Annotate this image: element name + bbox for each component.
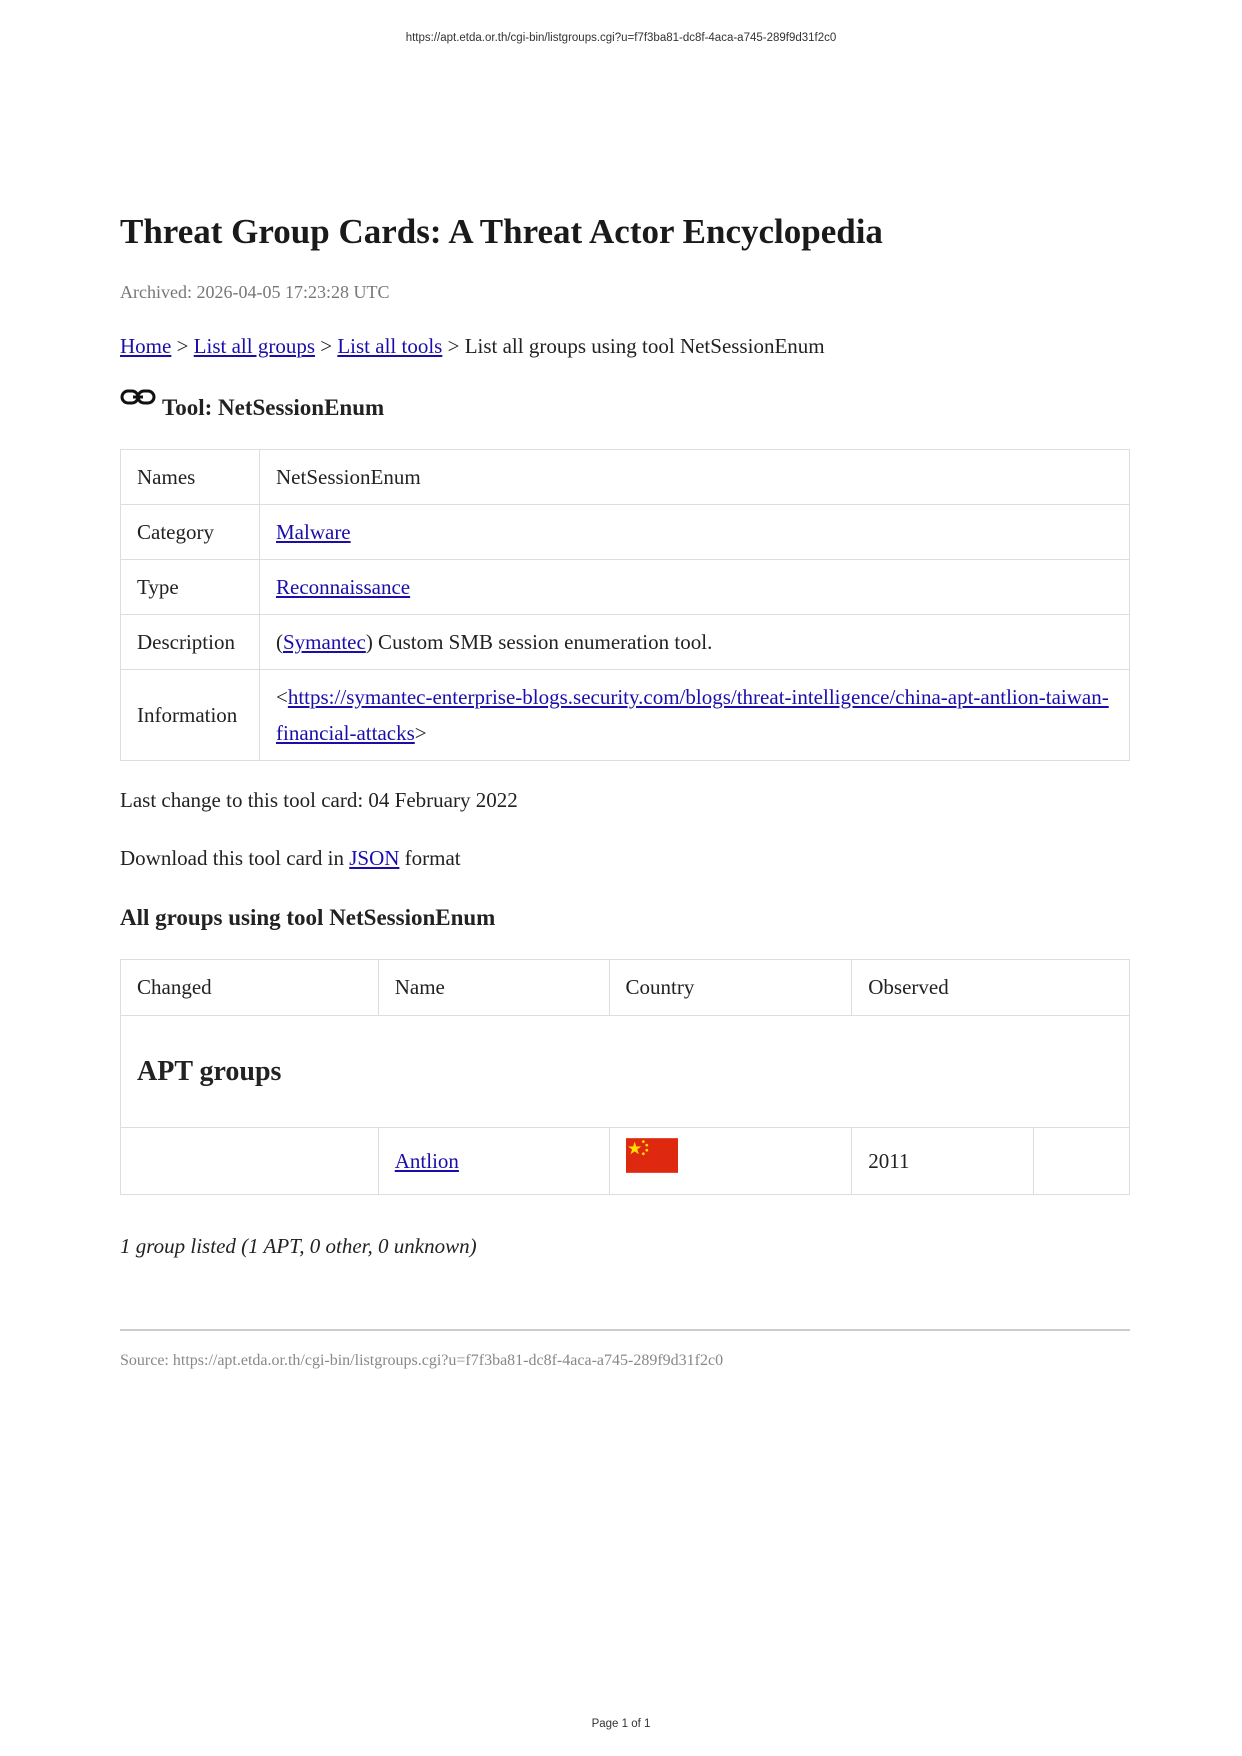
table-header-row bbox=[121, 960, 1130, 1016]
names-value: NetSessionEnum bbox=[260, 450, 1130, 505]
page-content bbox=[120, 210, 1130, 1371]
description-paren: ( bbox=[276, 630, 283, 654]
breadcrumb-separator: > bbox=[442, 334, 465, 358]
category-link[interactable]: Malware bbox=[276, 520, 351, 544]
download-line bbox=[120, 845, 1130, 871]
symantec-link[interactable]: Symantec bbox=[283, 630, 366, 654]
page-title: Threat Group Cards: A Threat Actor Encyclopedia bbox=[120, 212, 883, 251]
tool-info-table bbox=[120, 449, 1130, 761]
table-row bbox=[121, 1128, 1130, 1195]
source-url: Source: https://apt.etda.or.th/cgi-bin/listgroups.cgi?u=f7f3ba81-dc8f-4aca-a745-289f9d31f2c0 bbox=[120, 1352, 724, 1369]
divider bbox=[120, 1329, 1130, 1331]
section-row bbox=[121, 1016, 1130, 1128]
groups-heading: All groups using tool NetSessionEnum bbox=[120, 905, 496, 930]
information-bracket-close: > bbox=[414, 721, 427, 745]
breadcrumb-list-groups-link[interactable]: List all groups bbox=[193, 334, 315, 358]
groups-table bbox=[120, 959, 1130, 1195]
breadcrumb-current: List all groups using tool NetSessionEnum bbox=[464, 334, 825, 358]
breadcrumb-list-tools-link[interactable]: List all tools bbox=[337, 334, 443, 358]
name-cell bbox=[378, 1128, 609, 1195]
type-link[interactable]: Reconnaissance bbox=[276, 575, 411, 599]
china-flag-icon bbox=[626, 1138, 678, 1173]
link-icon[interactable] bbox=[120, 387, 156, 409]
breadcrumb-separator: > bbox=[171, 334, 194, 358]
type-label: Type bbox=[121, 560, 260, 615]
groups-summary: 1 group listed (1 APT, 0 other, 0 unknown) bbox=[120, 1234, 477, 1258]
column-header-country: Country bbox=[609, 960, 852, 1016]
last-change-text: Last change to this tool card: 04 February 2022 bbox=[120, 788, 518, 812]
type-cell bbox=[260, 560, 1130, 615]
information-label: Information bbox=[121, 670, 260, 761]
information-cell bbox=[260, 670, 1130, 761]
download-prefix: Download this tool card in bbox=[120, 846, 350, 870]
tool-heading-text: Tool: NetSessionEnum bbox=[162, 395, 385, 420]
country-cell bbox=[609, 1128, 852, 1195]
category-cell bbox=[260, 505, 1130, 560]
tool-heading bbox=[120, 393, 1130, 423]
table-row bbox=[121, 615, 1130, 670]
table-row bbox=[121, 505, 1130, 560]
breadcrumb-separator: > bbox=[315, 334, 338, 358]
changed-cell bbox=[121, 1128, 379, 1195]
extra-cell bbox=[1034, 1128, 1130, 1195]
category-label: Category bbox=[121, 505, 260, 560]
page-number: Page 1 of 1 bbox=[591, 1718, 651, 1730]
information-link[interactable]: https://symantec-enterprise-blogs.security.com/blogs/threat-intelligence/china-apt-antlion-taiwan-financial-attacks bbox=[276, 685, 1109, 745]
download-suffix: format bbox=[399, 846, 461, 870]
breadcrumb-home-link[interactable]: Home bbox=[120, 334, 172, 358]
information-bracket-open: < bbox=[276, 685, 288, 709]
table-row bbox=[121, 670, 1130, 761]
group-link-antlion[interactable]: Antlion bbox=[394, 1148, 459, 1173]
column-header-observed: Observed bbox=[852, 960, 1130, 1016]
column-header-changed: Changed bbox=[121, 960, 379, 1016]
breadcrumb bbox=[120, 333, 1130, 359]
names-label: Names bbox=[121, 450, 260, 505]
json-download-link[interactable]: JSON bbox=[349, 846, 400, 870]
table-row bbox=[121, 450, 1130, 505]
description-text: ) Custom SMB session enumeration tool. bbox=[365, 630, 713, 654]
print-header-url: https://apt.etda.or.th/cgi-bin/listgroups.cgi?u=f7f3ba81-dc8f-4aca-a745-289f9d31f2c0 bbox=[405, 32, 837, 44]
archived-timestamp: Archived: 2026-04-05 17:23:28 UTC bbox=[120, 282, 390, 302]
observed-cell: 2011 bbox=[852, 1128, 1034, 1195]
description-label: Description bbox=[121, 615, 260, 670]
table-row bbox=[121, 560, 1130, 615]
column-header-name: Name bbox=[378, 960, 609, 1016]
description-cell bbox=[260, 615, 1130, 670]
section-heading-apt-groups: APT groups bbox=[121, 1016, 1130, 1128]
